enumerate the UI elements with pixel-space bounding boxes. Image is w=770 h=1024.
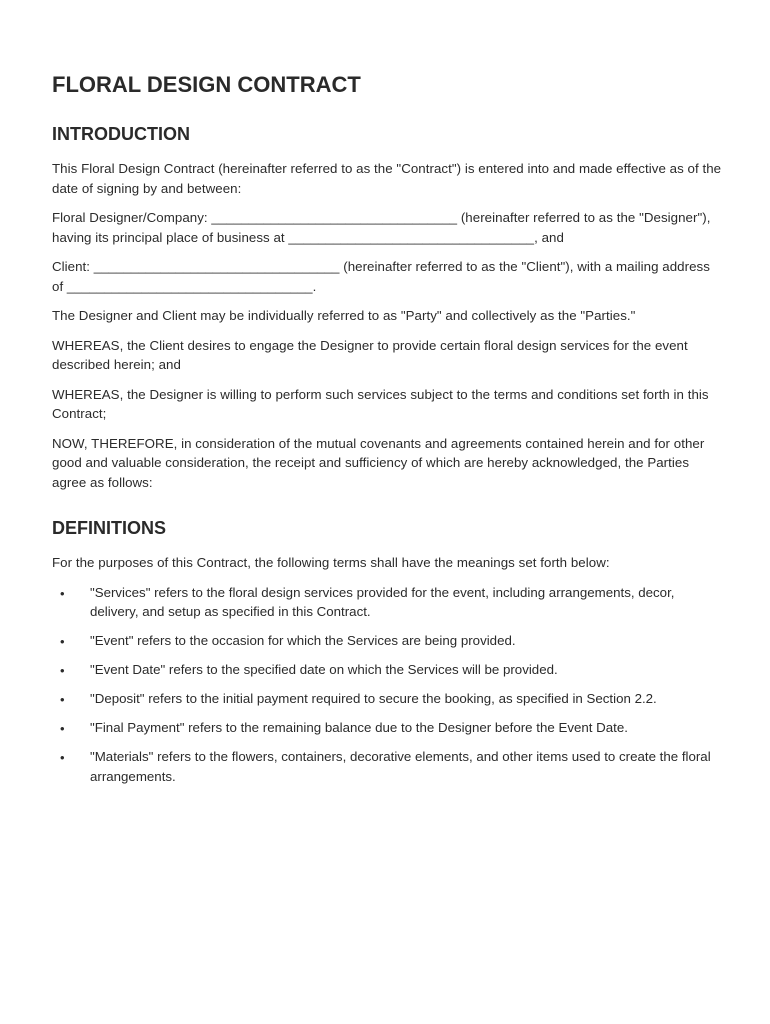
definition-event-date: "Event Date" refers to the specified date on which the Services will be provided. bbox=[90, 662, 558, 677]
intro-paragraph-party-definition: The Designer and Client may be individually referred to as "Party" and collectively as the "Parties." bbox=[52, 308, 636, 323]
document-title: FLORAL DESIGN CONTRACT bbox=[52, 72, 361, 97]
definitions-heading: DEFINITIONS bbox=[52, 518, 167, 538]
bullet-icon: • bbox=[60, 692, 65, 707]
list-item bbox=[52, 747, 722, 786]
intro-paragraph-designer: Floral Designer/Company: _________________________________ (hereinafter referred to as the "Designer"), having its principal place of business at _________________________________, and bbox=[52, 210, 711, 245]
list-item bbox=[52, 583, 722, 622]
bullet-icon: • bbox=[60, 721, 65, 736]
definitions-list bbox=[52, 583, 722, 787]
introduction-heading: INTRODUCTION bbox=[52, 124, 190, 144]
list-item bbox=[52, 718, 722, 738]
definition-final-payment: "Final Payment" refers to the remaining balance due to the Designer before the Event Date. bbox=[90, 720, 628, 735]
definition-deposit: "Deposit" refers to the initial payment required to secure the booking, as specified in Section 2.2. bbox=[90, 691, 657, 706]
intro-paragraph-parties: This Floral Design Contract (hereinafter referred to as the "Contract") is entered into and made effective as of the date of signing by and between: bbox=[52, 161, 722, 196]
bullet-icon: • bbox=[60, 663, 65, 678]
definition-services: "Services" refers to the floral design services provided for the event, including arrangements, decor, delivery, and setup as specified in this Contract. bbox=[90, 584, 675, 619]
definitions-intro: For the purposes of this Contract, the following terms shall have the meanings set forth below: bbox=[52, 555, 610, 570]
intro-paragraph-now-therefore: NOW, THEREFORE, in consideration of the mutual covenants and agreements contained herein and for other good and valuable consideration, the receipt and sufficiency of which are hereby acknowledged, the Parties agree as follows: bbox=[52, 435, 705, 490]
intro-paragraph-client: Client: _________________________________ (hereinafter referred to as the "Client"), with a mailing address of _________________________________. bbox=[52, 259, 710, 294]
definition-event: "Event" refers to the occasion for which the Services are being provided. bbox=[90, 633, 516, 648]
list-item bbox=[52, 660, 722, 680]
bullet-icon: • bbox=[60, 634, 65, 649]
bullet-icon: • bbox=[60, 750, 65, 765]
document-page bbox=[52, 70, 722, 786]
definition-materials: "Materials" refers to the flowers, containers, decorative elements, and other items used to create the floral arrangements. bbox=[90, 749, 711, 784]
list-item bbox=[52, 689, 722, 709]
intro-paragraph-whereas-designer: WHEREAS, the Designer is willing to perform such services subject to the terms and conditions set forth in this Contract; bbox=[52, 386, 709, 421]
list-item bbox=[52, 631, 722, 651]
intro-paragraph-whereas-client: WHEREAS, the Client desires to engage the Designer to provide certain floral design services for the event described herein; and bbox=[52, 337, 688, 372]
bullet-icon: • bbox=[60, 585, 65, 601]
